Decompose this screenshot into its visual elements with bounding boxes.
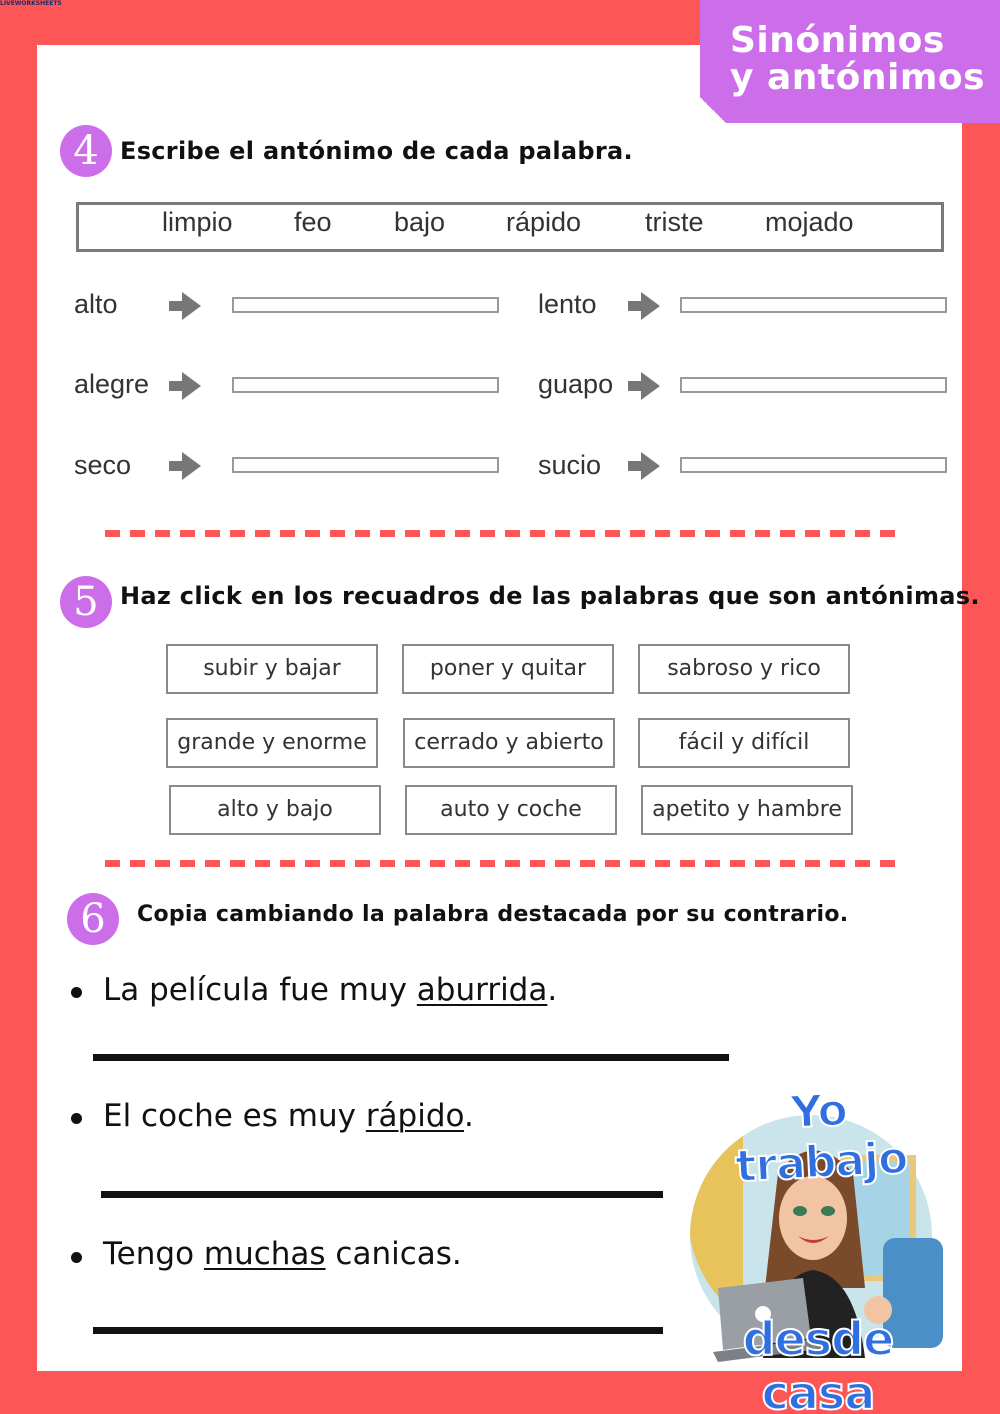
arrow-right-icon bbox=[168, 371, 202, 401]
section-6-number: 6 bbox=[67, 893, 119, 945]
antonym-answer-field[interactable] bbox=[232, 377, 499, 393]
section-5-number: 5 bbox=[60, 576, 112, 628]
bullet-icon bbox=[71, 987, 82, 998]
word-bank-item: feo bbox=[294, 207, 332, 237]
section-4-instruction: Escribe el antónimo de cada palabra. bbox=[120, 137, 633, 165]
sticker-text-top: Yo trabajo bbox=[734, 1084, 909, 1193]
word-bank-item: rápido bbox=[506, 207, 582, 237]
section-divider bbox=[105, 860, 897, 867]
sentence bbox=[103, 1236, 462, 1272]
page-title bbox=[730, 22, 985, 96]
arrow-right-icon bbox=[627, 371, 661, 401]
bullet-icon bbox=[71, 1252, 82, 1263]
arrow-right-icon bbox=[627, 291, 661, 321]
antonym-prompt-word: lento bbox=[538, 289, 597, 319]
antonym-option-box[interactable]: poner y quitar bbox=[402, 644, 614, 694]
sentence bbox=[103, 1098, 474, 1134]
antonym-prompt-word: sucio bbox=[538, 450, 602, 480]
title-line-2: y antónimos bbox=[730, 57, 986, 98]
section-6-instruction: Copia cambiando la palabra destacada por su contrario. bbox=[137, 902, 849, 927]
highlighted-word: aburrida bbox=[416, 972, 548, 1008]
antonym-prompt-word: guapo bbox=[538, 369, 614, 399]
antonym-option-box[interactable]: fácil y difícil bbox=[638, 718, 850, 768]
writing-line[interactable] bbox=[93, 1327, 663, 1334]
word-bank-item: bajo bbox=[394, 207, 446, 237]
word-bank-item: mojado bbox=[765, 207, 854, 237]
highlighted-word: rápido bbox=[365, 1098, 464, 1134]
section-5-instruction: Haz click en los recuadros de las palabras que son antónimas. bbox=[120, 582, 980, 610]
antonym-option-box[interactable]: grande y enorme bbox=[166, 718, 378, 768]
antonym-answer-field[interactable] bbox=[232, 457, 499, 473]
sentence-text: canicas. bbox=[325, 1236, 462, 1272]
antonym-option-box[interactable]: apetito y hambre bbox=[641, 785, 853, 835]
sentence bbox=[103, 972, 557, 1008]
arrow-right-icon bbox=[168, 291, 202, 321]
antonym-prompt-word: alto bbox=[74, 289, 118, 319]
word-bank-item: limpio bbox=[162, 207, 233, 237]
antonym-option-box[interactable]: subir y bajar bbox=[166, 644, 378, 694]
bullet-icon bbox=[71, 1113, 82, 1124]
antonym-option-box[interactable]: cerrado y abierto bbox=[403, 718, 615, 768]
sentence-text: . bbox=[547, 972, 558, 1008]
antonym-answer-field[interactable] bbox=[232, 297, 499, 313]
antonym-option-box[interactable]: sabroso y rico bbox=[638, 644, 850, 694]
arrow-right-icon bbox=[168, 451, 202, 481]
watermark: LIVEWORKSHEETS bbox=[0, 0, 62, 7]
section-divider bbox=[105, 530, 897, 537]
writing-line[interactable] bbox=[101, 1191, 663, 1198]
antonym-prompt-word: alegre bbox=[74, 369, 150, 399]
word-bank-item: triste bbox=[645, 207, 704, 237]
sentence-text: El coche es muy bbox=[103, 1098, 366, 1134]
antonym-answer-field[interactable] bbox=[680, 297, 947, 313]
antonym-prompt-word: seco bbox=[74, 450, 132, 480]
writing-line[interactable] bbox=[93, 1054, 729, 1061]
sentence-text: . bbox=[463, 1098, 474, 1134]
sentence-text: La película fue muy bbox=[103, 972, 417, 1008]
sentence-text: Tengo bbox=[103, 1236, 204, 1272]
section-4-number: 4 bbox=[60, 125, 112, 177]
antonym-answer-field[interactable] bbox=[680, 457, 947, 473]
antonym-option-box[interactable]: auto y coche bbox=[405, 785, 617, 835]
sticker-text-bottom: desde casa bbox=[742, 1312, 894, 1414]
arrow-right-icon bbox=[627, 451, 661, 481]
antonym-option-box[interactable]: alto y bajo bbox=[169, 785, 381, 835]
highlighted-word: muchas bbox=[203, 1236, 326, 1272]
antonym-answer-field[interactable] bbox=[680, 377, 947, 393]
title-line-1: Sinónimos bbox=[730, 20, 945, 61]
